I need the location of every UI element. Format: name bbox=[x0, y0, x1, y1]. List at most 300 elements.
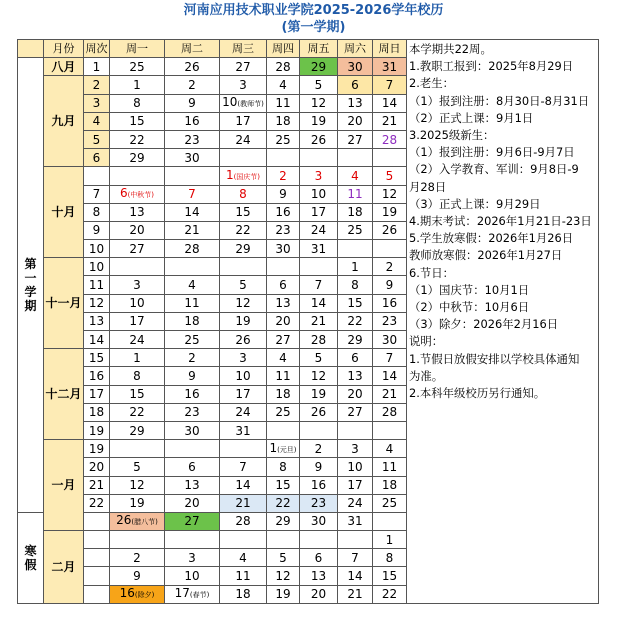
day-mon bbox=[110, 312, 165, 330]
day-number: 1 bbox=[133, 77, 141, 92]
day-number: 31 bbox=[235, 423, 251, 438]
day-number: 19 bbox=[310, 114, 327, 129]
day-mon bbox=[110, 440, 165, 458]
day-number: 11 bbox=[275, 368, 291, 383]
day-wed bbox=[220, 221, 267, 239]
day-number: 17 bbox=[310, 205, 327, 220]
day-thu bbox=[267, 531, 300, 549]
day-thu bbox=[267, 294, 300, 312]
day-number: 17 bbox=[235, 387, 251, 402]
day-number: 17 bbox=[174, 586, 190, 601]
day-number: 9 bbox=[133, 569, 141, 584]
day-sun bbox=[373, 494, 407, 512]
day-number: 22 bbox=[235, 223, 251, 238]
month-label: 九月 bbox=[44, 76, 84, 167]
day-number: 20 bbox=[310, 587, 327, 602]
notes-line: （2）入学教育、军训：9月8日-9 bbox=[409, 162, 579, 177]
day-wed bbox=[220, 331, 267, 349]
day-number: 22 bbox=[129, 132, 145, 147]
day-number: 27 bbox=[347, 132, 363, 147]
day-number: 7 bbox=[314, 278, 323, 293]
day-fri bbox=[300, 294, 338, 312]
day-tue bbox=[165, 312, 220, 330]
day-tue bbox=[165, 276, 220, 294]
day-number: 13 bbox=[275, 296, 291, 311]
day-mon bbox=[110, 403, 165, 421]
day-number: 30 bbox=[381, 332, 398, 347]
day-wed bbox=[220, 349, 267, 367]
day-sat bbox=[338, 76, 373, 94]
day-tue bbox=[165, 240, 220, 258]
day-number: 25 bbox=[347, 223, 363, 238]
day-number: 6 bbox=[351, 77, 359, 92]
day-number: 23 bbox=[275, 223, 291, 238]
day-sat bbox=[338, 349, 373, 367]
day-fri bbox=[300, 112, 338, 130]
day-number: 8 bbox=[133, 368, 141, 383]
day-sat bbox=[338, 567, 373, 585]
notes-panel bbox=[407, 40, 599, 604]
day-number: 11 bbox=[347, 187, 363, 202]
day-mon bbox=[110, 167, 165, 185]
day-wed bbox=[220, 58, 267, 76]
day-tue bbox=[165, 494, 220, 512]
day-sun bbox=[373, 331, 407, 349]
day-number: 23 bbox=[310, 496, 327, 511]
day-thu bbox=[267, 221, 300, 239]
day-thu bbox=[267, 403, 300, 421]
day-sat bbox=[338, 494, 373, 512]
day-mon bbox=[110, 476, 165, 494]
week-number: 8 bbox=[84, 203, 110, 221]
day-mon bbox=[110, 76, 165, 94]
notes-line: （1）国庆节：10月1日 bbox=[409, 282, 530, 297]
day-sat bbox=[338, 112, 373, 130]
day-wed bbox=[220, 367, 267, 385]
day-number: 15 bbox=[381, 569, 398, 584]
week-number: 20 bbox=[84, 458, 110, 476]
day-number: 30 bbox=[310, 514, 327, 529]
week-number bbox=[84, 585, 110, 603]
notes-line: 为准。 bbox=[409, 368, 444, 383]
day-number: 8 bbox=[279, 459, 287, 474]
day-number: 10 bbox=[222, 95, 238, 110]
day-sat bbox=[338, 94, 373, 112]
calendar-table bbox=[17, 39, 599, 604]
day-mon bbox=[110, 276, 165, 294]
day-tue bbox=[165, 549, 220, 567]
day-number: 20 bbox=[184, 496, 200, 511]
day-number: 29 bbox=[347, 332, 363, 347]
day-number: 16 bbox=[275, 205, 291, 220]
day-sun bbox=[373, 203, 407, 221]
day-thu bbox=[267, 585, 300, 603]
day-sun bbox=[373, 94, 407, 112]
notes-line: （2）正式上课：9月1日 bbox=[409, 110, 534, 125]
day-number: 6 bbox=[314, 550, 323, 565]
day-number: 7 bbox=[188, 187, 196, 202]
notes-line: （3）除夕：2026年2月16日 bbox=[409, 317, 559, 332]
day-number: 4 bbox=[239, 550, 247, 565]
day-sun bbox=[373, 403, 407, 421]
day-tue bbox=[165, 331, 220, 349]
day-wed bbox=[220, 94, 267, 112]
day-number: 8 bbox=[351, 278, 359, 293]
day-sun bbox=[373, 312, 407, 330]
day-number: 28 bbox=[310, 332, 327, 347]
day-tue bbox=[165, 130, 220, 148]
day-sun bbox=[373, 130, 407, 148]
day-sun bbox=[373, 349, 407, 367]
day-sat bbox=[338, 367, 373, 385]
week-number: 7 bbox=[84, 185, 110, 203]
day-sat bbox=[338, 385, 373, 403]
day-number: 17 bbox=[129, 314, 145, 329]
day-mon bbox=[110, 258, 165, 276]
day-sat bbox=[338, 512, 373, 530]
day-number: 17 bbox=[347, 478, 363, 493]
day-thu bbox=[267, 185, 300, 203]
day-fri bbox=[300, 94, 338, 112]
month-label: 八月 bbox=[44, 58, 84, 76]
day-fri bbox=[300, 58, 338, 76]
day-sun bbox=[373, 385, 407, 403]
day-sun bbox=[373, 512, 407, 530]
notes-line: 3.2025级新生： bbox=[409, 128, 495, 143]
day-wed bbox=[220, 549, 267, 567]
day-tue bbox=[165, 385, 220, 403]
day-tue bbox=[165, 185, 220, 203]
day-wed bbox=[220, 494, 267, 512]
day-number: 26 bbox=[184, 59, 200, 74]
day-number: 11 bbox=[381, 459, 398, 474]
day-thu bbox=[267, 58, 300, 76]
week-number: 10 bbox=[84, 240, 110, 258]
day-mon bbox=[110, 294, 165, 312]
day-fri bbox=[300, 567, 338, 585]
day-number: 6 bbox=[188, 459, 196, 474]
day-number: 19 bbox=[381, 205, 398, 220]
day-number: 8 bbox=[133, 96, 141, 111]
week-number: 10 bbox=[84, 258, 110, 276]
day-number: 14 bbox=[347, 569, 363, 584]
day-fri bbox=[300, 531, 338, 549]
day-number: 14 bbox=[381, 368, 398, 383]
day-sun bbox=[373, 367, 407, 385]
notes-line: 1.教职工报到：2025年8月29日 bbox=[409, 59, 574, 74]
vacation-label: 寒 假 bbox=[18, 512, 44, 603]
day-sat bbox=[338, 421, 373, 439]
day-number: 14 bbox=[235, 478, 251, 493]
day-sat bbox=[338, 221, 373, 239]
day-fri bbox=[300, 167, 338, 185]
day-number: 16 bbox=[184, 114, 200, 129]
day-sat bbox=[338, 440, 373, 458]
day-tue bbox=[165, 421, 220, 439]
holiday-note: (除夕) bbox=[134, 591, 155, 600]
day-number: 21 bbox=[235, 496, 251, 511]
day-number: 29 bbox=[129, 150, 145, 165]
day-tue bbox=[165, 403, 220, 421]
day-thu bbox=[267, 476, 300, 494]
day-fri bbox=[300, 130, 338, 148]
day-number: 1 bbox=[269, 440, 278, 455]
day-tue bbox=[165, 258, 220, 276]
day-number: 7 bbox=[385, 350, 394, 365]
day-mon bbox=[110, 130, 165, 148]
day-number: 31 bbox=[310, 241, 327, 256]
week-number: 5 bbox=[84, 130, 110, 148]
day-number: 25 bbox=[129, 59, 145, 74]
day-number: 2 bbox=[279, 168, 287, 183]
day-fri bbox=[300, 512, 338, 530]
day-number: 4 bbox=[279, 77, 287, 92]
day-number: 3 bbox=[188, 550, 196, 565]
day-number: 5 bbox=[314, 77, 323, 92]
week-number bbox=[84, 567, 110, 585]
day-number: 23 bbox=[381, 314, 398, 329]
day-thu bbox=[267, 76, 300, 94]
day-tue bbox=[165, 94, 220, 112]
day-number: 21 bbox=[310, 314, 327, 329]
week-number: 19 bbox=[84, 440, 110, 458]
day-number: 27 bbox=[129, 241, 145, 256]
day-tue bbox=[165, 476, 220, 494]
day-tue bbox=[165, 203, 220, 221]
day-wed bbox=[220, 312, 267, 330]
day-tue bbox=[165, 76, 220, 94]
day-thu bbox=[267, 567, 300, 585]
day-fri bbox=[300, 458, 338, 476]
day-wed bbox=[220, 149, 267, 167]
week-number: 17 bbox=[84, 385, 110, 403]
day-fri bbox=[300, 385, 338, 403]
day-wed bbox=[220, 385, 267, 403]
day-wed bbox=[220, 476, 267, 494]
notes-line: 月28日 bbox=[409, 179, 447, 194]
day-thu bbox=[267, 167, 300, 185]
calendar-title: 河南应用技术职业学院2025-2026学年校历 bbox=[183, 3, 444, 18]
day-number: 20 bbox=[275, 314, 291, 329]
notes-line: （3）正式上课：9月29日 bbox=[409, 196, 541, 211]
day-fri bbox=[300, 185, 338, 203]
day-wed bbox=[220, 294, 267, 312]
day-mon bbox=[110, 385, 165, 403]
day-number: 15 bbox=[129, 387, 145, 402]
day-tue bbox=[165, 531, 220, 549]
day-number: 19 bbox=[275, 587, 291, 602]
day-number: 13 bbox=[347, 96, 363, 111]
holiday-note: (教师节) bbox=[237, 100, 264, 109]
day-tue bbox=[165, 221, 220, 239]
day-number: 7 bbox=[351, 550, 359, 565]
day-fri bbox=[300, 549, 338, 567]
day-thu bbox=[267, 258, 300, 276]
day-number: 2 bbox=[314, 441, 323, 456]
day-fri bbox=[300, 476, 338, 494]
day-mon bbox=[110, 58, 165, 76]
day-number: 15 bbox=[347, 296, 363, 311]
day-number: 6 bbox=[119, 186, 128, 201]
header-week: 周次 bbox=[84, 40, 110, 58]
day-number: 20 bbox=[129, 223, 145, 238]
holiday-note: (国庆节) bbox=[233, 172, 261, 181]
day-tue bbox=[165, 349, 220, 367]
day-sat bbox=[338, 203, 373, 221]
holiday-note: (中秋节) bbox=[127, 191, 155, 200]
day-number: 10 bbox=[310, 187, 327, 202]
day-thu bbox=[267, 512, 300, 530]
month-label: 十二月 bbox=[44, 349, 84, 440]
week-number: 18 bbox=[84, 403, 110, 421]
day-mon bbox=[110, 349, 165, 367]
day-mon bbox=[110, 458, 165, 476]
day-number: 30 bbox=[275, 241, 291, 256]
day-mon bbox=[110, 585, 165, 603]
day-number: 21 bbox=[381, 387, 398, 402]
day-wed bbox=[220, 531, 267, 549]
day-wed bbox=[220, 512, 267, 530]
day-sun bbox=[373, 112, 407, 130]
day-number: 20 bbox=[347, 387, 363, 402]
day-number: 27 bbox=[235, 59, 251, 74]
day-sat bbox=[338, 149, 373, 167]
day-fri bbox=[300, 203, 338, 221]
day-tue bbox=[165, 512, 220, 530]
day-number: 18 bbox=[235, 587, 251, 602]
day-wed bbox=[220, 76, 267, 94]
notes-line: 5.学生放寒假：2026年1月26日 bbox=[409, 231, 574, 246]
day-wed bbox=[220, 276, 267, 294]
day-number: 26 bbox=[235, 332, 251, 347]
day-number: 3 bbox=[351, 441, 359, 456]
day-number: 2 bbox=[188, 350, 196, 365]
day-sat bbox=[338, 458, 373, 476]
week-number: 15 bbox=[84, 349, 110, 367]
day-number: 15 bbox=[129, 114, 145, 129]
day-number: 18 bbox=[275, 387, 291, 402]
day-number: 6 bbox=[351, 350, 359, 365]
day-number: 25 bbox=[381, 496, 398, 511]
day-number: 17 bbox=[235, 114, 251, 129]
day-sat bbox=[338, 276, 373, 294]
day-fri bbox=[300, 440, 338, 458]
day-number: 29 bbox=[275, 514, 291, 529]
semester-label: 第 一 学 期 bbox=[18, 58, 44, 513]
day-number: 2 bbox=[385, 259, 394, 274]
day-number: 2 bbox=[133, 550, 141, 565]
day-thu bbox=[267, 494, 300, 512]
day-mon bbox=[110, 512, 165, 530]
day-thu bbox=[267, 331, 300, 349]
day-fri bbox=[300, 258, 338, 276]
day-number: 8 bbox=[385, 550, 394, 565]
day-mon bbox=[110, 494, 165, 512]
day-number: 10 bbox=[129, 296, 145, 311]
day-sun bbox=[373, 421, 407, 439]
week-number: 19 bbox=[84, 421, 110, 439]
day-tue bbox=[165, 367, 220, 385]
day-fri bbox=[300, 367, 338, 385]
day-fri bbox=[300, 403, 338, 421]
week-number: 21 bbox=[84, 476, 110, 494]
day-sun bbox=[373, 149, 407, 167]
day-fri bbox=[300, 149, 338, 167]
day-tue bbox=[165, 585, 220, 603]
day-number: 13 bbox=[184, 478, 200, 493]
day-number: 23 bbox=[184, 405, 200, 420]
day-sat bbox=[338, 240, 373, 258]
day-number: 30 bbox=[184, 150, 200, 165]
day-mon bbox=[110, 94, 165, 112]
day-number: 9 bbox=[188, 368, 196, 383]
day-number: 9 bbox=[279, 187, 287, 202]
day-number: 15 bbox=[275, 478, 291, 493]
day-sun bbox=[373, 585, 407, 603]
day-fri bbox=[300, 331, 338, 349]
day-number: 23 bbox=[184, 132, 200, 147]
day-fri bbox=[300, 276, 338, 294]
day-sun bbox=[373, 240, 407, 258]
day-tue bbox=[165, 58, 220, 76]
day-sun bbox=[373, 567, 407, 585]
day-mon bbox=[110, 221, 165, 239]
day-number: 7 bbox=[239, 459, 247, 474]
day-number: 26 bbox=[310, 132, 327, 147]
day-sat bbox=[338, 58, 373, 76]
day-mon bbox=[110, 367, 165, 385]
day-number: 12 bbox=[381, 187, 398, 202]
day-tue bbox=[165, 294, 220, 312]
day-wed bbox=[220, 458, 267, 476]
day-number: 22 bbox=[275, 496, 291, 511]
week-number: 2 bbox=[84, 76, 110, 94]
day-number: 9 bbox=[385, 278, 394, 293]
day-number: 22 bbox=[381, 587, 398, 602]
day-sat bbox=[338, 403, 373, 421]
header-thu: 周四 bbox=[267, 40, 300, 58]
day-number: 26 bbox=[310, 405, 327, 420]
month-label: 十月 bbox=[44, 167, 84, 258]
day-wed bbox=[220, 167, 267, 185]
week-number: 13 bbox=[84, 312, 110, 330]
day-mon bbox=[110, 203, 165, 221]
month-label: 一月 bbox=[44, 440, 84, 531]
header-wed: 周三 bbox=[220, 40, 267, 58]
day-number: 1 bbox=[385, 532, 394, 547]
day-sat bbox=[338, 130, 373, 148]
day-number: 26 bbox=[381, 223, 398, 238]
day-thu bbox=[267, 421, 300, 439]
header-month: 月份 bbox=[44, 40, 84, 58]
day-number: 22 bbox=[347, 314, 363, 329]
day-thu bbox=[267, 349, 300, 367]
day-number: 10 bbox=[184, 569, 200, 584]
day-wed bbox=[220, 440, 267, 458]
day-number: 27 bbox=[184, 514, 200, 529]
day-tue bbox=[165, 458, 220, 476]
day-wed bbox=[220, 567, 267, 585]
notes-line: （2）中秋节：10月6日 bbox=[409, 300, 530, 315]
day-sat bbox=[338, 258, 373, 276]
day-thu bbox=[267, 94, 300, 112]
notes-line: 1.节假日放假安排以学校具体通知 bbox=[409, 351, 580, 366]
day-tue bbox=[165, 167, 220, 185]
day-thu bbox=[267, 203, 300, 221]
notes-line: 2.老生： bbox=[409, 76, 455, 91]
header-tue: 周二 bbox=[165, 40, 220, 58]
day-number: 28 bbox=[381, 405, 398, 420]
